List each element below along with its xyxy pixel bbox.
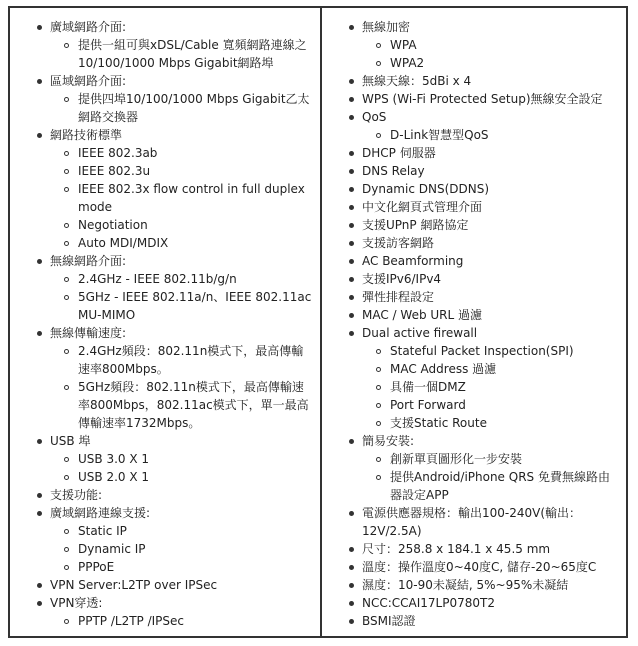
spec-item-label: 支援IPv6/IPv4 [362,272,442,286]
spec-item-label: AC Beamforming [362,254,464,268]
spec-subitem: 創新單頁圖形化一步安裝 [360,450,618,468]
spec-item-label: 廣域網路連線支援: [50,506,151,520]
spec-sublist [48,342,312,432]
spec-item [10,486,312,504]
spec-item [322,216,618,234]
spec-item [322,72,618,90]
spec-item [10,252,312,324]
spec-subitem: 5GHz - IEEE 802.11a/n、IEEE 802.11ac MU-MIMO [48,288,312,324]
spec-item-label: WPS (Wi-Fi Protected Setup)無線安全設定 [362,92,603,106]
spec-item-label: 無線傳輸速度: [50,326,127,340]
spec-item [322,288,618,306]
spec-item-label: DHCP 伺服器 [362,146,436,160]
spec-item [322,612,618,630]
spec-subitem: 5GHz頻段：802.11n模式下，最高傳輸速率800Mbps，802.11ac模式下，單一最高傳輸速率1732Mbps。 [48,378,312,432]
spec-subitem: WPA [360,36,618,54]
spec-sublist [48,144,312,252]
spec-item-label: 支援UPnP 網路協定 [362,218,469,232]
spec-table [8,6,628,638]
spec-subitem: 提供Android/iPhone QRS 免費無線路由器設定APP [360,468,618,504]
spec-subitem: 提供一組可與xDSL/Cable 寬頻網路連線之10/100/1000 Mbps Gigabit網路埠 [48,36,312,72]
spec-item-label: VPN穿透: [50,596,103,610]
spec-sublist [48,90,312,126]
spec-item-label: 簡易安裝: [362,434,415,448]
spec-item [10,324,312,432]
spec-item-label: MAC / Web URL 過濾 [362,308,483,322]
spec-item-label: 濕度：10-90未凝結, 5%~95%未凝結 [362,578,569,592]
spec-subitem: PPPoE [48,558,312,576]
spec-item [322,18,618,72]
spec-item-label: 網路技術標準 [50,128,123,142]
spec-subitem: 2.4GHz頻段：802.11n模式下，最高傳輸速率800Mbps。 [48,342,312,378]
spec-sublist [48,36,312,72]
spec-item [322,180,618,198]
spec-item-label: 無線網路介面: [50,254,127,268]
spec-item [10,432,312,486]
spec-item-label: QoS [362,110,387,124]
spec-subitem: IEEE 802.3x flow control in full duplex mode [48,180,312,216]
spec-subitem: WPA2 [360,54,618,72]
spec-subitem: 支援Static Route [360,414,618,432]
spec-item [322,252,618,270]
spec-item [322,504,618,540]
spec-item [322,234,618,252]
spec-item [10,18,312,72]
spec-column-left [10,8,322,636]
spec-item [322,540,618,558]
spec-item-label: 中文化網頁式管理介面 [362,200,483,214]
spec-item [322,90,618,108]
spec-subitem: 2.4GHz - IEEE 802.11b/g/n [48,270,312,288]
spec-subitem: Stateful Packet Inspection(SPI) [360,342,618,360]
spec-item-label: 彈性排程設定 [362,290,435,304]
spec-item-label: Dual active firewall [362,326,478,340]
spec-item [322,198,618,216]
spec-item [322,594,618,612]
spec-item-label: DNS Relay [362,164,425,178]
spec-item [322,270,618,288]
spec-item [322,144,618,162]
spec-list-right [322,18,618,630]
spec-item-label: NCC:CCAI17LP0780T2 [362,596,495,610]
spec-item-label: 電源供應器規格：輸出100-240V(輸出：12V/2.5A) [362,506,582,538]
spec-item-label: 無線加密 [362,20,411,34]
spec-sublist [48,612,312,630]
spec-subitem: 具備一個DMZ [360,378,618,396]
spec-sublist [48,522,312,576]
spec-list-left [10,18,312,630]
spec-sublist [360,126,618,144]
spec-subitem: Dynamic IP [48,540,312,558]
spec-subitem: 提供四埠10/100/1000 Mbps Gigabit乙太網路交換器 [48,90,312,126]
spec-subitem: MAC Address 過濾 [360,360,618,378]
spec-subitem: IEEE 802.3u [48,162,312,180]
spec-item [10,504,312,576]
spec-item-label: USB 埠 [50,434,91,448]
spec-sublist [360,342,618,432]
spec-sublist [360,450,618,504]
spec-subitem: PPTP /L2TP /IPSec [48,612,312,630]
spec-column-right [322,8,626,636]
spec-item [322,432,618,504]
spec-item [322,324,618,432]
spec-subitem: D-Link智慧型QoS [360,126,618,144]
spec-subitem: IEEE 802.3ab [48,144,312,162]
spec-subitem: Static IP [48,522,312,540]
spec-item [10,594,312,630]
spec-item-label: Dynamic DNS(DDNS) [362,182,490,196]
spec-item-label: 支援功能: [50,488,103,502]
spec-item-label: VPN Server:L2TP over IPSec [50,578,218,592]
spec-item [10,576,312,594]
spec-subitem: USB 2.0 X 1 [48,468,312,486]
spec-item-label: 支援訪客網路 [362,236,435,250]
spec-sublist [360,36,618,72]
spec-subitem: USB 3.0 X 1 [48,450,312,468]
spec-subitem: Auto MDI/MDIX [48,234,312,252]
spec-item [322,162,618,180]
spec-item [10,126,312,252]
spec-item-label: 溫度：操作溫度0~40度C, 儲存-20~65度C [362,560,597,574]
spec-subitem: Port Forward [360,396,618,414]
spec-item-label: 無線天線：5dBi x 4 [362,74,472,88]
spec-item [322,576,618,594]
spec-item [322,306,618,324]
spec-item [322,108,618,144]
spec-item-label: BSMI認證 [362,614,416,628]
spec-sublist [48,450,312,486]
spec-item [322,558,618,576]
spec-subitem: Negotiation [48,216,312,234]
spec-sublist [48,270,312,324]
spec-item [10,72,312,126]
spec-item-label: 區域網路介面: [50,74,127,88]
spec-item-label: 廣域網路介面: [50,20,127,34]
spec-item-label: 尺寸：258.8 x 184.1 x 45.5 mm [362,542,551,556]
